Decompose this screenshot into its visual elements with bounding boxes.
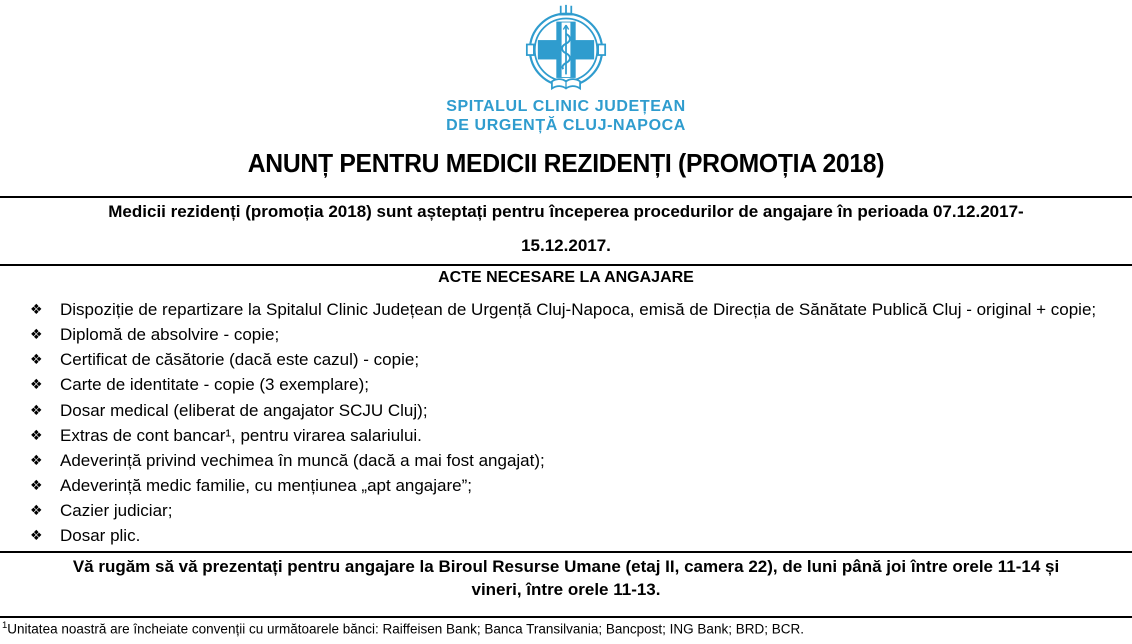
page-title-text: ANUNȚ PENTRU MEDICII REZIDENȚI (PROMOȚIA 2018)	[247, 147, 885, 178]
list-item-text: Cazier judiciar;	[60, 501, 173, 521]
diamond-bullet-icon: ❖	[30, 401, 43, 418]
list-item	[0, 449, 1132, 472]
list-item-text: Carte de identitate - copie (3 exemplare);	[60, 375, 369, 395]
page-title	[0, 148, 1132, 179]
diamond-bullet-icon: ❖	[30, 326, 43, 343]
diamond-bullet-icon: ❖	[30, 502, 43, 519]
footnote	[0, 616, 1132, 637]
list-item-text: Adeverință medic familie, cu mențiunea „apt angajare”;	[60, 475, 472, 495]
diamond-bullet-icon: ❖	[30, 376, 43, 393]
footnote-marker: 1	[2, 620, 8, 632]
section-heading: ACTE NECESARE LA ANGAJARE	[438, 269, 694, 287]
footnote-text: Unitatea noastră are încheiate convenții cu următoarele bănci: Raiffeisen Bank; Banca Transilvania; Bancpost; ING Bank; BRD; BCR.	[7, 621, 804, 637]
closing-line2: vineri, între orele 11-13.	[471, 580, 661, 600]
intro-line1: Medicii rezidenți (promoția 2018) sunt așteptați pentru începerea procedurilor de angajare în perioada 07.12.2017-	[108, 202, 1024, 222]
list-item-text: Extras de cont bancar¹, pentru virarea salariului.	[60, 425, 422, 445]
org-name-line2: DE URGENȚĂ CLUJ-NAPOCA	[446, 116, 686, 134]
list-item-text: Dosar medical (eliberat de angajator SCJU Cluj);	[60, 400, 428, 420]
list-item	[0, 524, 1132, 547]
org-name	[0, 98, 1132, 136]
diamond-bullet-icon: ❖	[30, 527, 43, 544]
diamond-bullet-icon: ❖	[30, 301, 43, 318]
list-item-text: Diplomă de absolvire - copie;	[60, 325, 280, 345]
list-item	[0, 298, 1132, 321]
closing-section	[0, 551, 1132, 608]
list-item	[0, 323, 1132, 346]
diamond-bullet-icon: ❖	[30, 476, 43, 493]
intro-line2: 15.12.2017.	[521, 236, 611, 256]
hospital-logo-icon	[518, 4, 614, 92]
document-header	[0, 0, 1132, 136]
list-item	[0, 474, 1132, 497]
list-item-text: Dosar plic.	[60, 526, 141, 546]
closing-line1: Vă rugăm să vă prezentați pentru angajare la Biroul Resurse Umane (etaj II, camera 22), de luni până joi între orele 11-14 și	[72, 557, 1060, 577]
diamond-bullet-icon: ❖	[30, 351, 43, 368]
list-item-text: Adeverință privind vechimea în muncă (dacă a mai fost angajat);	[60, 450, 545, 470]
list-item-text: Dispoziție de repartizare la Spitalul Clinic Județean de Urgență Cluj-Napoca, emisă de Direcția de Sănătate Publică Cluj - original + copie;	[60, 300, 1097, 320]
diamond-bullet-icon: ❖	[30, 451, 43, 468]
list-item	[0, 499, 1132, 522]
required-documents-section	[0, 264, 1132, 547]
documents-list	[0, 298, 1132, 547]
intro-section	[0, 196, 1132, 264]
list-item	[0, 348, 1132, 371]
list-item	[0, 424, 1132, 447]
diamond-bullet-icon: ❖	[30, 426, 43, 443]
list-item-text: Certificat de căsătorie (dacă este cazul) - copie;	[60, 350, 420, 370]
list-item	[0, 399, 1132, 422]
org-name-line1: SPITALUL CLINIC JUDEȚEAN	[446, 98, 686, 115]
list-item	[0, 373, 1132, 396]
